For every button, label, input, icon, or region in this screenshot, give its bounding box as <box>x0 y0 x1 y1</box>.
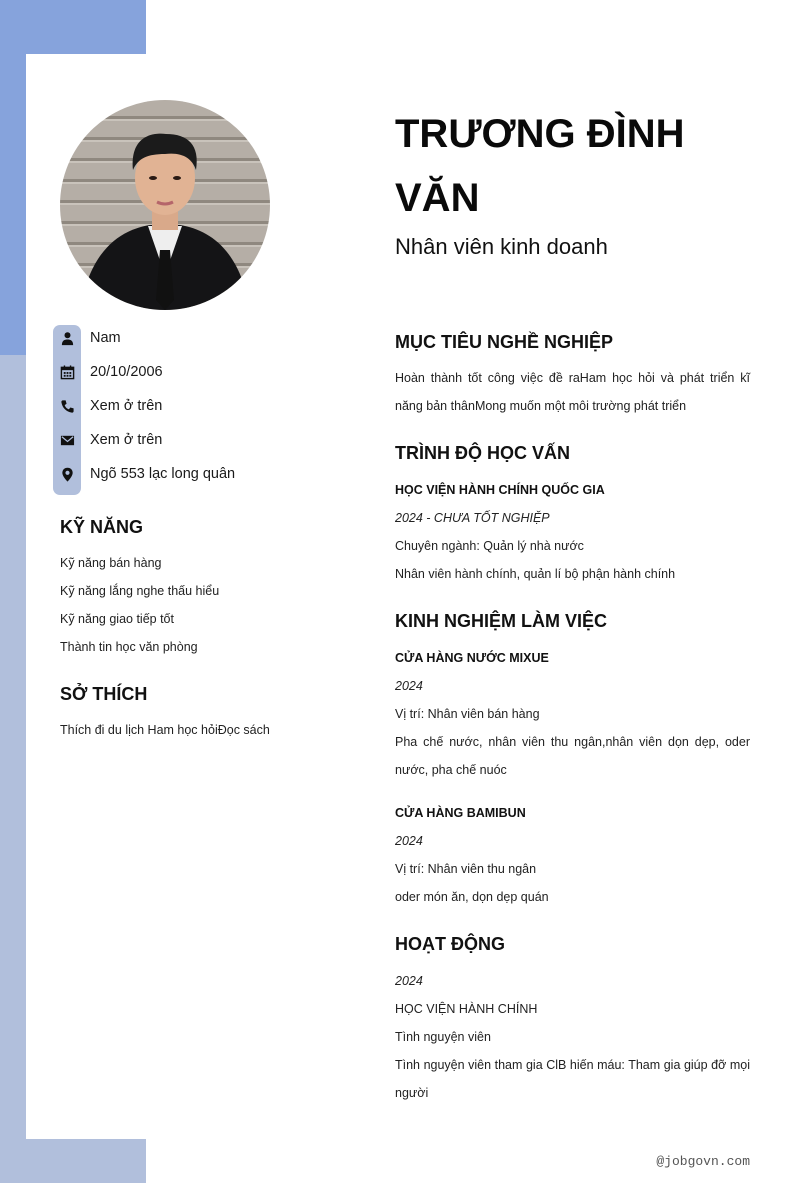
decor-bottom-block <box>0 1139 146 1183</box>
experience-position: Vị trí: Nhân viên thu ngân <box>395 862 537 876</box>
contact-phone-text: Xem ở trên <box>90 398 163 414</box>
education-period: 2024 - CHƯA TỐT NGHIỆP <box>395 511 550 525</box>
activity-organization: HỌC VIỆN HÀNH CHÍNH <box>395 1002 538 1016</box>
experience-heading: KINH NGHIỆM LÀM VIỆC <box>395 611 608 631</box>
contact-gender <box>53 321 121 355</box>
education-heading: TRÌNH ĐỘ HỌC VẤN <box>395 443 570 463</box>
experience-period: 2024 <box>395 834 423 848</box>
education-major: Chuyên ngành: Quản lý nhà nước <box>395 539 584 553</box>
activity-period: 2024 <box>395 974 423 988</box>
email-icon <box>53 433 81 448</box>
activity-role: Tình nguyện viên <box>395 1030 491 1044</box>
contact-birthday <box>53 355 163 389</box>
phone-icon <box>53 399 81 414</box>
hobbies-text: Thích đi du lịch Ham học hỏiĐọc sách <box>60 723 270 737</box>
activities-heading: HOẠT ĐỘNG <box>395 934 505 954</box>
contact-email <box>53 423 162 457</box>
location-icon <box>53 467 81 482</box>
contact-email-text: Xem ở trên <box>90 432 163 448</box>
objective-heading: MỤC TIÊU NGHỀ NGHIỆP <box>395 332 614 352</box>
experience-position: Vị trí: Nhân viên bán hàng <box>395 707 540 721</box>
calendar-icon <box>53 365 81 380</box>
watermark: @jobgovn.com <box>656 1154 750 1169</box>
hobbies-heading: SỞ THÍCH <box>60 684 148 704</box>
objective-text: Hoàn thành tốt công việc đề raHam học hỏi và phát triển kĩ năng bản thânMong muốn một môi trường phát triển <box>395 371 750 413</box>
education-description: Nhân viên hành chính, quản lí bộ phận hành chính <box>395 567 676 581</box>
experience-description: oder món ăn, dọn dẹp quán <box>395 890 549 904</box>
skill-item: Kỹ năng bán hàng <box>60 556 162 570</box>
experience-company: CỬA HÀNG BAMIBUN <box>395 806 526 820</box>
decor-left-strip-upper <box>0 0 26 355</box>
contact-address-text: Ngõ 553 lạc long quân <box>90 466 236 482</box>
candidate-job-title: Nhân viên kinh doanh <box>395 234 608 259</box>
decor-left-strip-lower <box>0 355 26 1183</box>
person-icon <box>53 331 81 346</box>
experience-company: CỬA HÀNG NƯỚC MIXUE <box>395 651 549 665</box>
avatar <box>60 100 270 310</box>
experience-period: 2024 <box>395 679 423 693</box>
skill-item: Thành tin học văn phòng <box>60 640 198 654</box>
contact-gender-text: Nam <box>90 330 121 346</box>
education-school: HỌC VIỆN HÀNH CHÍNH QUỐC GIA <box>395 483 605 497</box>
skills-heading: KỸ NĂNG <box>60 517 144 537</box>
profile-photo <box>60 100 270 310</box>
candidate-name: TRƯƠNG ĐÌNH VĂN <box>395 112 685 220</box>
activity-description: Tình nguyện viên tham gia ClB hiến máu: Tham gia giúp đỡ mọi người <box>395 1058 750 1100</box>
contact-phone <box>53 389 162 423</box>
experience-description: Pha chế nước, nhân viên thu ngân,nhân viên dọn dẹp, oder nước, pha chế nuóc <box>395 735 750 777</box>
contact-birthday-text: 20/10/2006 <box>90 364 163 380</box>
skill-item: Kỹ năng lắng nghe thấu hiểu <box>60 584 220 598</box>
contact-address <box>53 457 235 491</box>
skill-item: Kỹ năng giao tiếp tốt <box>60 612 174 626</box>
